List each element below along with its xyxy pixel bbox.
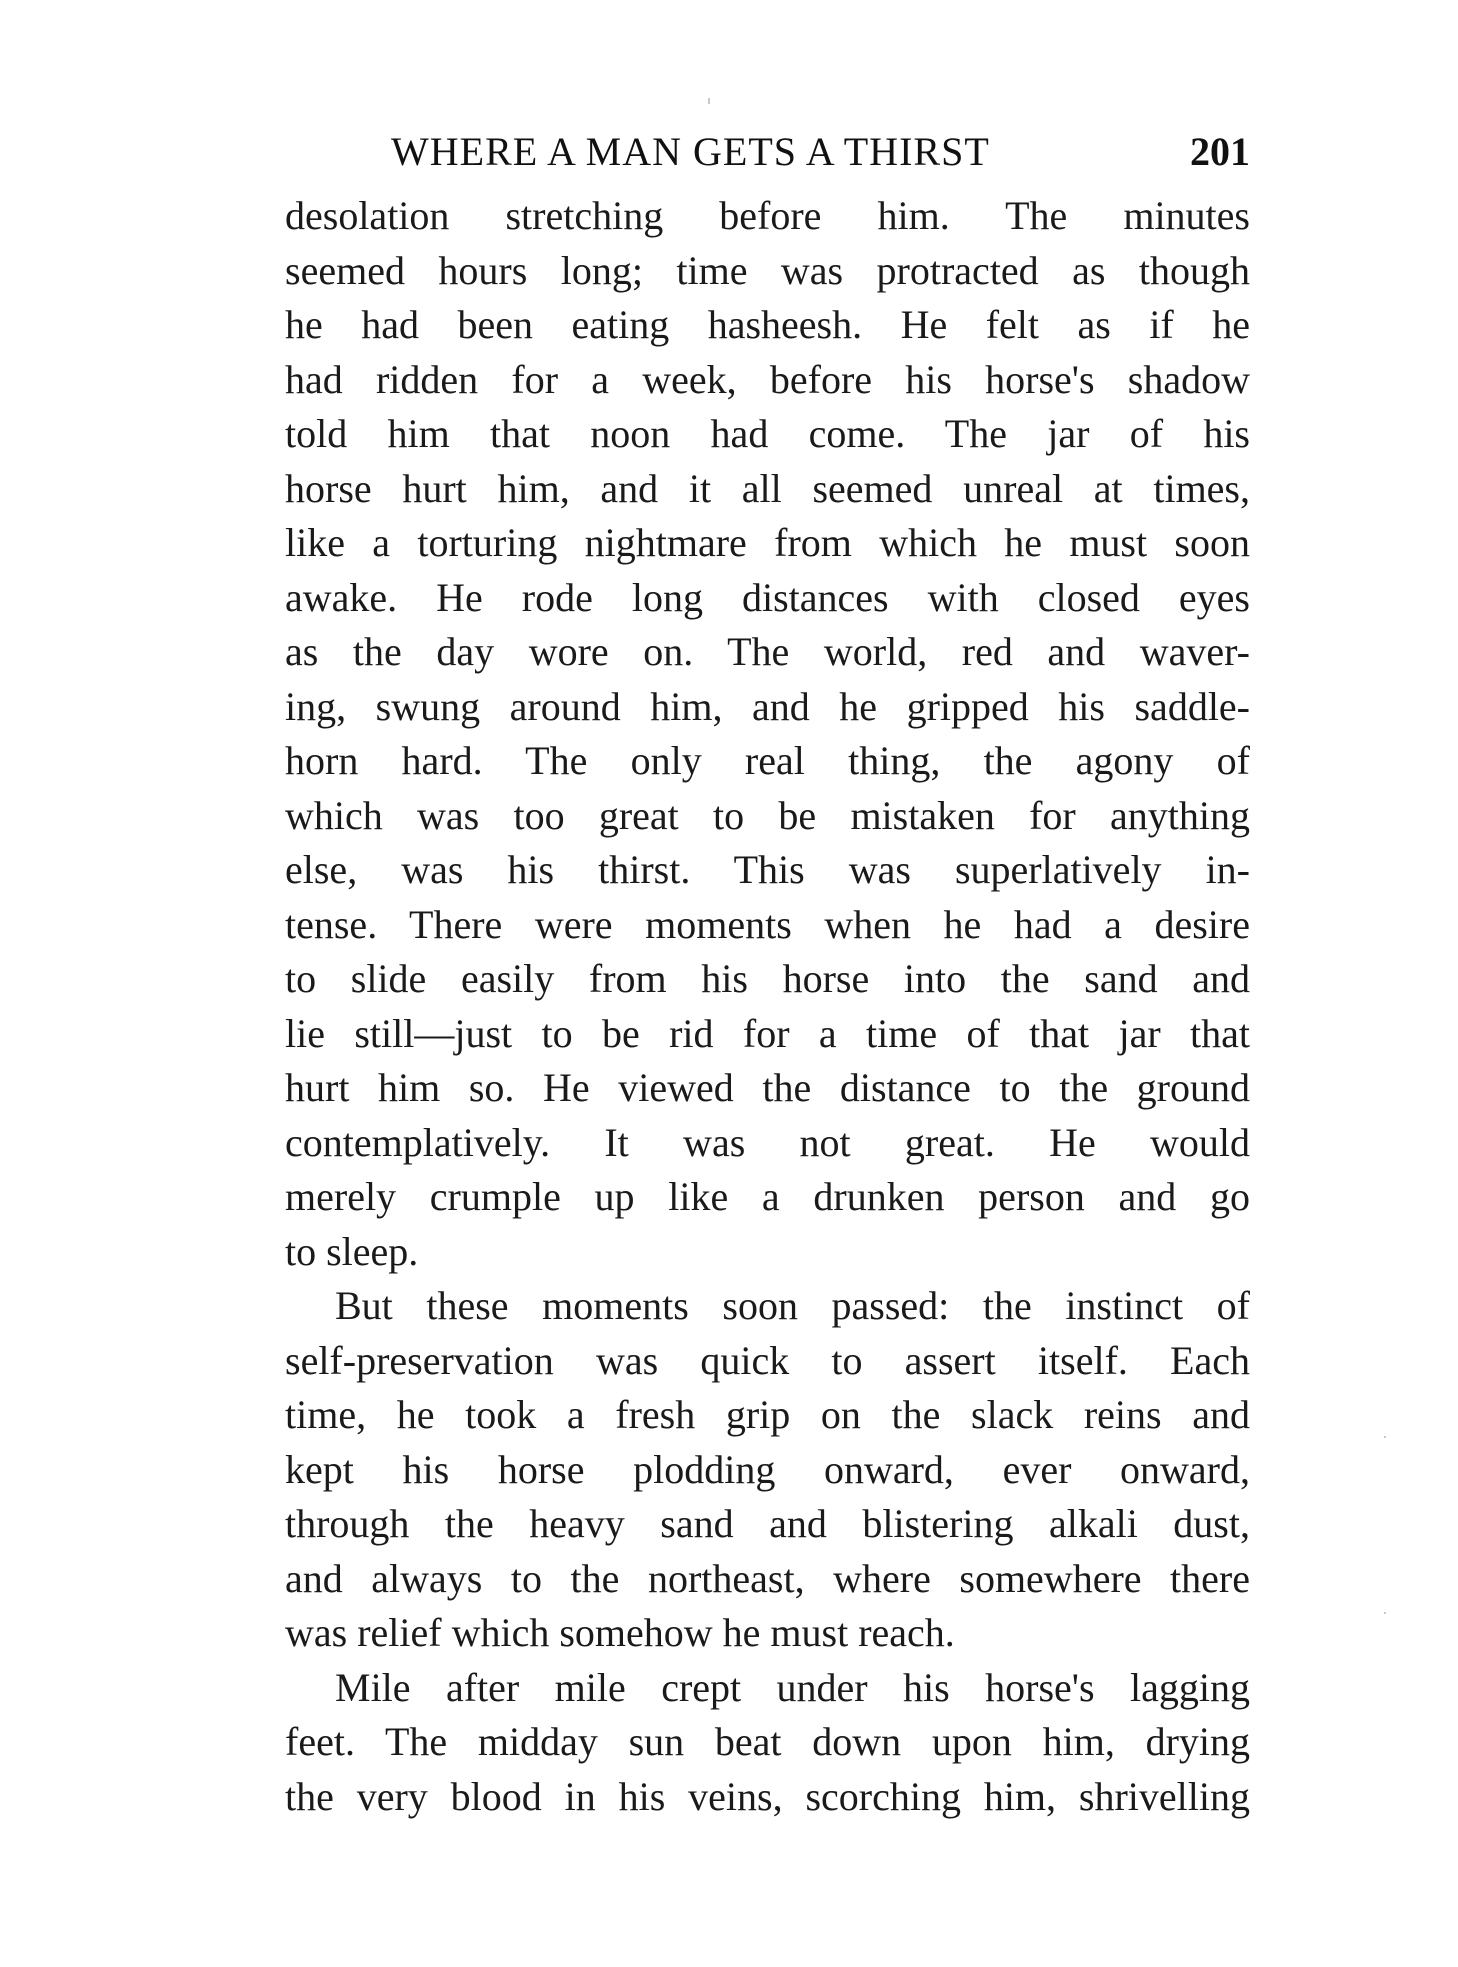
text-line: to slide easily from his horse into the sand and [285,956,1250,1001]
text-line: as the day wore on. The world, red and waver- [285,629,1250,674]
book-page [285,128,1250,1824]
text-line: kept his horse plodding onward, ever onward, [285,1446,1250,1492]
text-line: he had been eating hasheesh. He felt as if he [285,302,1250,347]
text-line: desolation stretching before him. The minutes [285,193,1250,238]
text-line: contemplatively. It was not great. He would [285,1119,1250,1165]
text-line: had ridden for a week, before his horse's shadow [285,356,1250,402]
text-line: the very blood in his veins, scorching him, shrivelling [285,1773,1250,1819]
text-line: hurt him so. He viewed the distance to the ground [285,1065,1250,1110]
text-line: was relief which somehow he must reach. [285,1610,955,1655]
text-line: and always to the northeast, where somewhere there [285,1555,1250,1601]
scan-speck [1384,1612,1386,1614]
scan-speck [708,98,710,104]
text-line: awake. He rode long distances with closed eyes [285,574,1250,620]
running-head [285,128,1250,175]
text-line: Mile after mile crept under his horse's lagging [335,1664,1250,1710]
text-line: horn hard. The only real thing, the agony of [285,738,1250,783]
running-head-title: WHERE A MAN GETS A THIRST [391,129,990,174]
text-line: else, was his thirst. This was superlatively in- [285,847,1250,892]
page-number: 201 [1190,129,1250,174]
text-line: But these moments soon passed: the instinct of [335,1283,1250,1328]
text-line: feet. The midday sun beat down upon him, drying [285,1719,1250,1764]
text-line: lie still—just to be rid for a time of that jar that [285,1010,1250,1056]
text-line: through the heavy sand and blistering alkali dust, [285,1501,1250,1546]
text-line: horse hurt him, and it all seemed unreal at times, [285,465,1250,511]
text-line: like a torturing nightmare from which he must soon [285,520,1250,565]
text-line: to sleep. [285,1228,419,1274]
text-line: ing, swung around him, and he gripped his saddle- [285,683,1250,729]
text-line: which was too great to be mistaken for anything [285,792,1250,838]
text-line: merely crumple up like a drunken person and go [285,1174,1250,1219]
text-line: time, he took a fresh grip on the slack reins and [285,1392,1250,1437]
text-line: self-preservation was quick to assert itself. Each [285,1337,1250,1383]
scan-speck [1384,1436,1386,1438]
body-text [285,189,1250,1824]
text-line: tense. There were moments when he had a desire [285,901,1250,947]
text-line: told him that noon had come. The jar of his [285,411,1250,456]
text-line: seemed hours long; time was protracted as though [285,247,1250,293]
